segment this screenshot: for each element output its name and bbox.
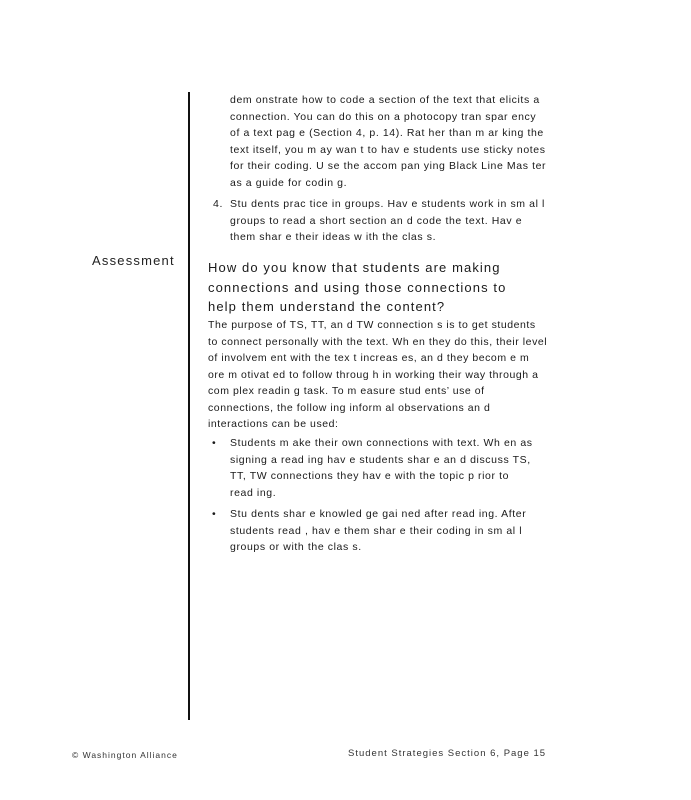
step-text: Stu dents prac tice in groups. Hav e students work in sm al l groups to read a short section an d code the text. Hav e them shar e their ideas w ith the clas s. — [230, 198, 545, 243]
list-item — [208, 506, 548, 556]
step-number: 4. — [213, 198, 223, 210]
margin-rule — [188, 92, 190, 720]
list-item-text: Students m ake their own connections with text. Wh en as signing a read ing hav e students shar e an d discuss TS, TT, TW connections they hav e with the topic p rior to read ing. — [230, 437, 533, 499]
continued-paragraph: dem onstrate how to code a section of the text that elicits a connection. You can do this on a photocopy tran spar ency of a text pag e (Section 4, p. 14). Rat her than m ar king the text itself, you m ay wan t to hav e students use sticky notes for their coding. U se the accom pan ying Black Line Mas ter as a guide for codin g. — [230, 94, 547, 189]
bullet-marker: • — [212, 437, 217, 449]
assessment-question: How do you know that students are making connections and using those connections to help them understand the content? — [208, 260, 507, 314]
footer-page-reference: Student Strategies Section 6, Page 15 — [348, 748, 547, 759]
sidebar-heading-assessment: Assessment — [92, 253, 175, 268]
step-item-4 — [213, 196, 553, 246]
assessment-purpose-paragraph: The purpose of TS, TT, an d TW connection s is to get students to connect personally with the text. Wh en they do this, their level of involvem ent with the tex t increas es, an d they becom e m ore m otivat ed to follow throug h in working their way through a com plex readin g task. To m easure stud ents’ use of connections, the follow ing inform al observations an d interactions can be used: — [208, 319, 548, 430]
observation-list — [208, 435, 548, 561]
list-item-text: Stu dents shar e knowled ge gai ned after read ing. After students read , hav e them shar e their coding in sm al l groups or with the clas s. — [230, 508, 527, 553]
bullet-marker: • — [212, 508, 217, 520]
list-item — [208, 435, 548, 501]
footer-copyright: © Washington Alliance — [72, 750, 178, 760]
